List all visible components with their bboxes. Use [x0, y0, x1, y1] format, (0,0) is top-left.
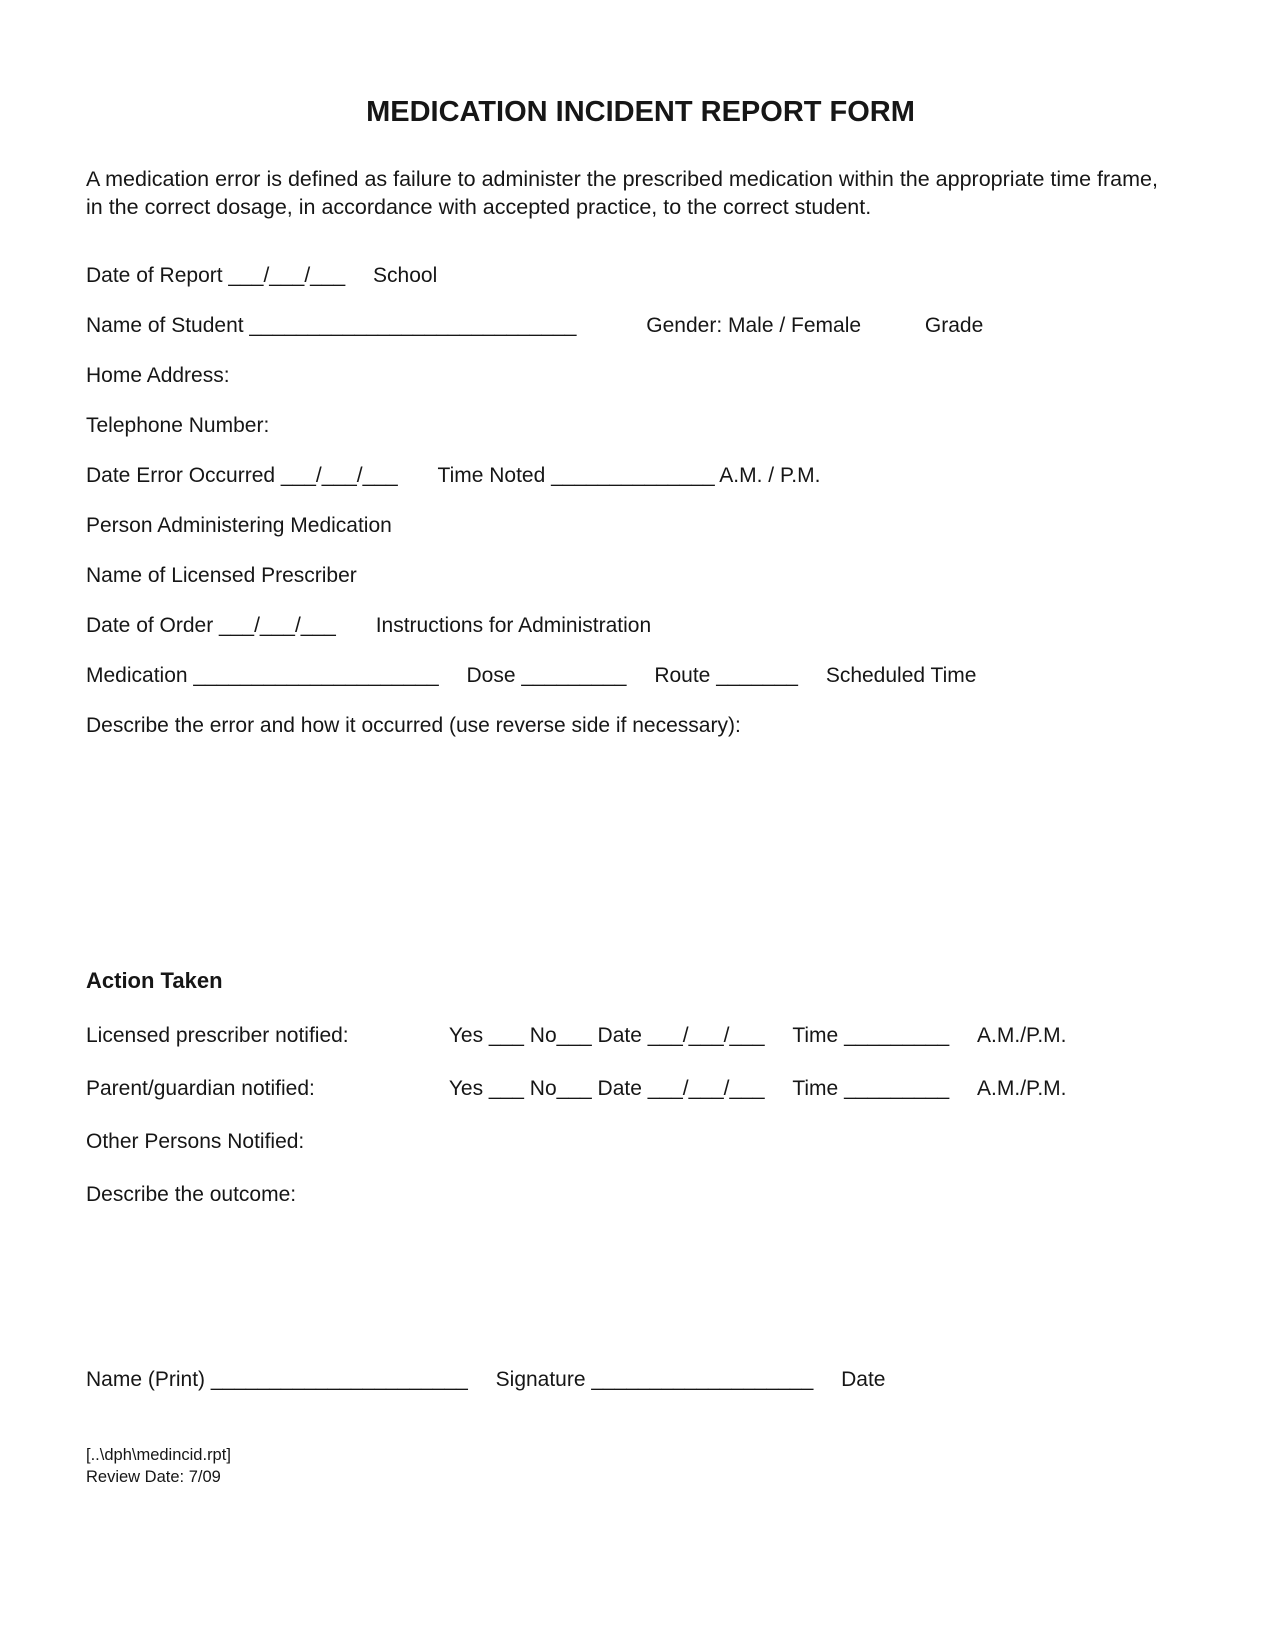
signature-date-label: Date [841, 1367, 886, 1391]
date-of-report-label: Date of Report ___/___/___ [86, 263, 346, 287]
footer-review-date: Review Date: 7/09 [86, 1467, 221, 1486]
other-persons-notified-label: Other Persons Notified: [86, 1129, 305, 1153]
outcome-blank-space [86, 1236, 1195, 1368]
dose-label: Dose _________ [466, 663, 627, 687]
parent-time-blank: Time _________ [792, 1076, 950, 1100]
field-describe-error [86, 714, 1195, 738]
time-noted-label: Time Noted ______________ A.M. / P.M. [437, 463, 821, 487]
action-taken-heading: Action Taken [86, 967, 223, 993]
describe-error-label: Describe the error and how it occurred (use reverse side if necessary): [86, 713, 741, 737]
footer-gap [86, 1418, 1195, 1444]
signature-line [86, 1368, 1195, 1392]
signature-label: Signature ___________________ [495, 1367, 814, 1391]
instructions-label: Instructions for Administration [375, 613, 652, 637]
footer-file-ref: [..\dph\medincid.rpt] [86, 1445, 231, 1464]
date-of-order-label: Date of Order ___/___/___ [86, 613, 336, 637]
intro-paragraph: A medication error is defined as failure to administer the prescribed medication within the appropriate time frame, in the correct dosage, in accordance with accepted practice, to the correct student. [86, 167, 1158, 220]
parent-notified-label: Parent/guardian notified: [86, 1076, 315, 1100]
field-licensed-prescriber [86, 564, 1195, 588]
field-name-of-student [86, 314, 1195, 338]
form-title: MEDICATION INCIDENT REPORT FORM [366, 96, 915, 128]
grade-label: Grade [924, 313, 984, 337]
field-prescriber-notified [86, 1024, 1195, 1048]
name-print-label: Name (Print) ______________________ [86, 1367, 468, 1391]
school-label: School [373, 263, 438, 287]
route-label: Route _______ [654, 663, 798, 687]
date-error-occurred-label: Date Error Occurred ___/___/___ [86, 463, 398, 487]
prescriber-notified-fields: Yes ___ No___ Date ___/___/___ [448, 1023, 765, 1047]
field-person-administering [86, 514, 1195, 538]
field-home-address [86, 364, 1195, 388]
gender-label: Gender: Male / Female [646, 313, 862, 337]
prescriber-time-blank: Time _________ [792, 1023, 950, 1047]
describe-outcome-label: Describe the outcome: [86, 1182, 297, 1206]
parent-notified-fields: Yes ___ No___ Date ___/___/___ [448, 1076, 765, 1100]
field-date-of-report [86, 264, 1195, 288]
parent-ampm-label: A.M./P.M. [977, 1076, 1067, 1100]
field-medication [86, 664, 1195, 688]
person-administering-label: Person Administering Medication [86, 513, 392, 537]
field-date-error-occurred [86, 464, 1195, 488]
telephone-number-label: Telephone Number: [86, 413, 270, 437]
home-address-label: Home Address: [86, 363, 230, 387]
medication-label: Medication _____________________ [86, 663, 439, 687]
name-of-student-label: Name of Student ____________________________ [86, 313, 577, 337]
field-parent-notified [86, 1077, 1195, 1101]
field-telephone-number [86, 414, 1195, 438]
licensed-prescriber-label: Name of Licensed Prescriber [86, 563, 357, 587]
prescriber-ampm-label: A.M./P.M. [977, 1023, 1067, 1047]
field-date-of-order [86, 614, 1195, 638]
field-describe-outcome [86, 1183, 1195, 1207]
error-description-blank-space [86, 764, 1195, 968]
page-footer [86, 1444, 1195, 1488]
field-other-persons-notified [86, 1130, 1195, 1154]
prescriber-notified-label: Licensed prescriber notified: [86, 1023, 349, 1047]
scheduled-time-label: Scheduled Time [825, 663, 977, 687]
